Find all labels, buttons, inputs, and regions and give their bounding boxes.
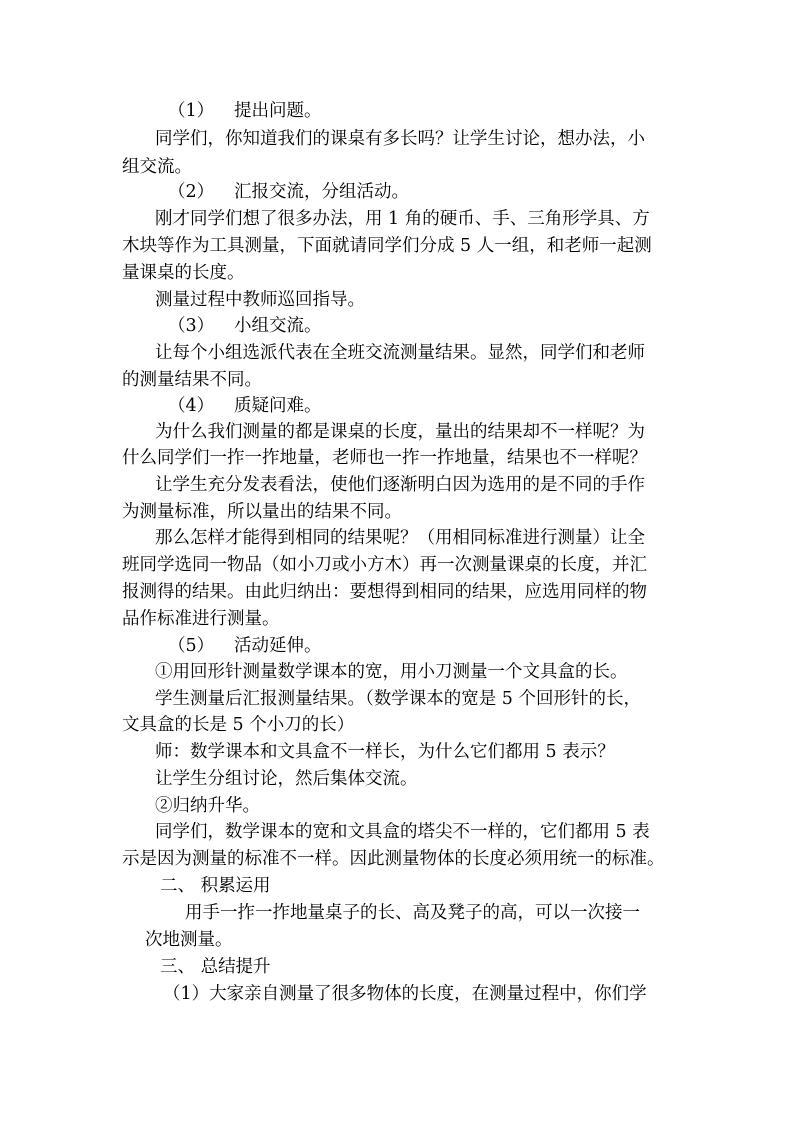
paragraph-line: 那么怎样才能得到相同的结果呢？（用相同标准进行测量）让全 — [155, 528, 645, 548]
paragraph-line: 示是因为测量的标准不一样。因此测量物体的长度必须用统一的标准。 — [122, 849, 665, 869]
section-heading-2 — [168, 180, 409, 204]
section-title: 提出问题。 — [234, 101, 322, 121]
paragraph-line: 同学们，你知道我们的课桌有多长吗？让学生讨论，想办法，小 — [155, 129, 645, 149]
paragraph-line: 让学生分组讨论，然后集体交流。 — [155, 769, 418, 789]
section-heading-5 — [168, 634, 322, 658]
section-heading-three: 三、 总结提升 — [160, 957, 271, 977]
paragraph-line: （1）大家亲自测量了很多物体的长度，在测量过程中，你们学 — [163, 984, 647, 1004]
paragraph-line: 文具盒的长是 5 个小刀的长） — [122, 715, 355, 735]
paragraph-line: 让每个小组选派代表在全班交流测量结果。显然，同学们和老师 — [155, 343, 645, 363]
paragraph-line: 测量过程中教师巡回指导。 — [155, 290, 365, 310]
section-number: （2） — [168, 182, 215, 202]
paragraph-line: ①用回形针测量数学课本的宽，用小刀测量一个文具盒的长。 — [155, 662, 628, 682]
section-title: 活动延伸。 — [234, 636, 322, 656]
paragraph-line: 为测量标准，所以量出的结果不同。 — [122, 502, 402, 522]
paragraph-line: 什么同学们一拃一拃地量，老师也一拃一拃地量，结果也不一样呢？ — [122, 448, 647, 468]
paragraph-line: 量课桌的长度。 — [122, 263, 245, 283]
paragraph-line: 学生测量后汇报测量结果。（数学课本的宽是 5 个回形针的长， — [155, 689, 642, 709]
section-number: （3） — [168, 316, 215, 336]
paragraph-line: 刚才同学们想了很多办法，用 1 角的硬币、手、三角形学具、方 — [155, 209, 650, 229]
paragraph-line: 报测得的结果。由此归纳出：要想得到相同的结果，应选用同样的物 — [122, 582, 647, 602]
section-heading-two: 二、 积累运用 — [160, 876, 271, 896]
paragraph-line: 组交流。 — [122, 157, 192, 177]
section-number: （4） — [168, 396, 215, 416]
section-title: 汇报交流，分组活动。 — [234, 182, 409, 202]
paragraph-line: 次地测量。 — [145, 930, 233, 950]
paragraph-line: 师：数学课本和文具盒不一样长，为什么它们都用 5 表示？ — [155, 742, 615, 762]
paragraph-line: ②归纳升华。 — [155, 796, 260, 816]
section-number: （1） — [168, 101, 215, 121]
paragraph-line: 让学生充分发表看法，使他们逐渐明白因为选用的是不同的手作 — [155, 475, 645, 495]
paragraph-line: 同学们，数学课本的宽和文具盒的塔尖不一样的，它们都用 5 表 — [155, 822, 650, 842]
paragraph-line: 用手一拃一拃地量桌子的长、高及凳子的高，可以一次接一 — [185, 903, 640, 923]
section-heading-1 — [168, 99, 322, 123]
paragraph-line: 的测量结果不同。 — [122, 370, 262, 390]
section-heading-4 — [168, 394, 322, 418]
paragraph-line: 木块等作为工具测量，下面就请同学们分成 5 人一组，和老师一起测 — [122, 236, 652, 256]
paragraph-line: 班同学选同一物品（如小刀或小方木）再一次测量课桌的长度，并汇 — [122, 555, 647, 575]
paragraph-line: 为什么我们测量的都是课桌的长度，量出的结果却不一样呢？为 — [155, 422, 645, 442]
section-heading-3 — [168, 314, 322, 338]
section-number: （5） — [168, 636, 215, 656]
section-title: 小组交流。 — [234, 316, 322, 336]
paragraph-line: 品作标准进行测量。 — [122, 609, 280, 629]
section-title: 质疑问难。 — [234, 396, 322, 416]
